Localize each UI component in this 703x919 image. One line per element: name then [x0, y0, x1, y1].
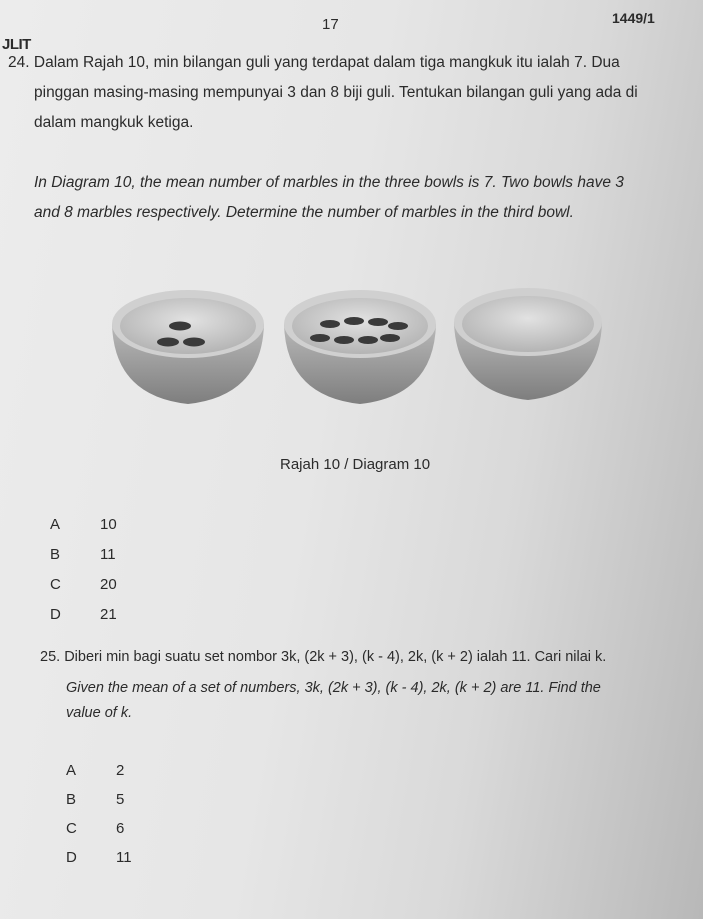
question-text: Dalam Rajah 10, min bilangan guli yang terdapat dalam tiga mangkuk itu ialah 7. Dua	[33, 54, 620, 71]
diagram-10	[110, 286, 610, 414]
question-24-english-line-2: and 8 marbles respectively. Determine the number of marbles in the third bowl.	[34, 204, 574, 221]
question-24-malay-line-3: dalam mangkuk ketiga.	[34, 114, 194, 131]
option-value: 5	[116, 791, 125, 808]
option-d[interactable]	[50, 606, 117, 636]
option-letter: B	[66, 791, 77, 808]
question-25-english-line-1: Given the mean of a set of numbers, 3k, (2k + 3), (k - 4), 2k, (k + 2) are 11. Find the	[66, 680, 601, 696]
bowl-2	[284, 290, 436, 404]
option-c[interactable]	[66, 820, 132, 849]
question-24-english-line-1: In Diagram 10, the mean number of marbles in the three bowls is 7. Two bowls have 3	[34, 174, 624, 191]
marble	[358, 336, 378, 344]
option-letter: A	[66, 762, 77, 779]
marble	[380, 334, 400, 342]
marble	[183, 338, 205, 347]
option-letter: D	[66, 849, 77, 866]
marble	[344, 317, 364, 325]
question-25-options	[66, 762, 132, 878]
marble	[169, 322, 191, 331]
option-letter: D	[50, 606, 61, 623]
question-24-malay-line-1	[8, 48, 698, 78]
question-24-options	[50, 516, 117, 636]
question-number: 25.	[40, 649, 61, 665]
bowl-3	[454, 288, 602, 400]
question-25	[40, 645, 700, 670]
option-a[interactable]	[66, 762, 132, 791]
option-letter: A	[50, 516, 61, 533]
page-number: 17	[322, 16, 339, 33]
option-a[interactable]	[50, 516, 117, 546]
option-value: 21	[100, 606, 117, 623]
option-value: 10	[100, 516, 117, 533]
question-number: 24.	[8, 54, 30, 71]
option-value: 20	[100, 576, 117, 593]
question-text: Diberi min bagi suatu set nombor 3k, (2k + 3), (k - 4), 2k, (k + 2) ialah 11. Cari nilai k.	[64, 649, 607, 665]
option-value: 11	[116, 849, 132, 866]
marble	[320, 320, 340, 328]
option-value: 6	[116, 820, 125, 837]
option-b[interactable]	[66, 791, 132, 820]
option-c[interactable]	[50, 576, 117, 606]
marble	[310, 334, 330, 342]
option-letter: C	[66, 820, 77, 837]
marble	[157, 338, 179, 347]
diagram-caption: Rajah 10 / Diagram 10	[280, 456, 431, 473]
option-b[interactable]	[50, 546, 117, 576]
bowls-illustration	[110, 286, 610, 414]
option-value: 2	[116, 762, 125, 779]
question-25-english-line-2: value of k.	[66, 705, 133, 721]
bowl-1	[112, 290, 264, 404]
paper-code: 1449/1	[612, 10, 655, 26]
marble	[388, 322, 408, 330]
question-25-english	[66, 676, 698, 726]
option-letter: C	[50, 576, 61, 593]
question-24-malay-line-2: pinggan masing-masing mempunyai 3 dan 8 biji guli. Tentukan bilangan guli yang ada di	[34, 84, 638, 101]
option-d[interactable]	[66, 849, 132, 878]
question-24-english	[34, 168, 700, 228]
marble	[368, 318, 388, 326]
option-letter: B	[50, 546, 61, 563]
option-value: 11	[100, 546, 116, 563]
question-24	[8, 48, 698, 138]
header-left-code: JLIT	[2, 36, 31, 53]
marble	[334, 336, 354, 344]
question-25-malay-line	[40, 645, 700, 670]
